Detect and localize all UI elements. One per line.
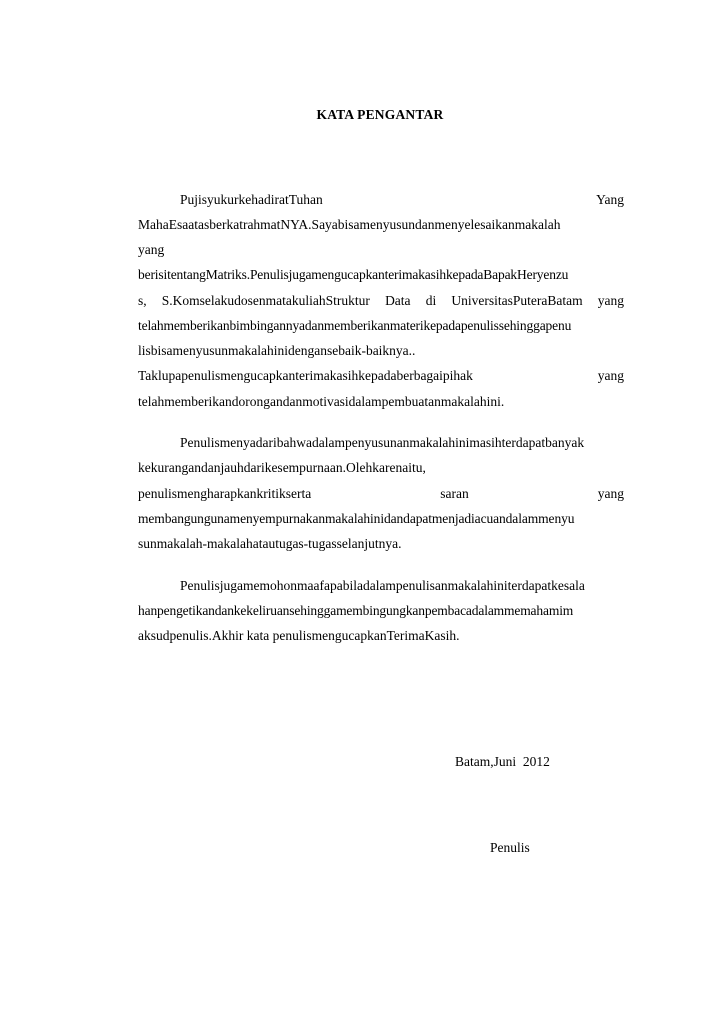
text-segment: s,: [138, 293, 147, 308]
paragraph-1-line-5: [138, 293, 624, 309]
paragraph-3-line-2: hanpengetikandankekeliruansehinggamembingungkanpembacadalammemahamim: [138, 603, 574, 618]
text-segment: Yang: [596, 192, 624, 207]
paragraph-1-line-4: berisitentangMatriks.PenulisjugamengucapkanterimakasihkepadaBapakHeryenzu: [138, 267, 569, 282]
paragraph-1-line-2: MahaEsaatasberkatrahmatNYA.Sayabisamenyusundanmenyelesaikanmakalah: [138, 217, 561, 232]
paragraph-1-line-9: telahmemberikandorongandanmotivasidalampembuatanmakalahini.: [138, 394, 505, 409]
paragraph-2-line-3: [138, 486, 624, 502]
paragraph-1-line-7: lisbisamenyusunmakalahinidengansebaik-baiknya..: [138, 343, 416, 358]
paragraph-1-line-8: [138, 368, 624, 384]
text-segment: PujisyukurkehadiratTuhan: [180, 192, 323, 207]
text-segment: Data: [385, 293, 411, 308]
text-segment: saran: [440, 486, 469, 501]
paragraph-3-line-3: aksudpenulis.Akhir kata penulismengucapkanTerimaKasih.: [138, 628, 460, 643]
page-title: KATA PENGANTAR: [316, 107, 444, 122]
paragraph-1-line-6: telahmemberikanbimbingannyadanmemberikanmaterikepadapenulissehinggapenu: [138, 318, 572, 333]
paragraph-2-line-1: Penulismenyadaribahwadalampenyusunanmakalahinimasihterdapatbanyak: [180, 435, 585, 450]
text-segment: Taklupapenulismengucapkanterimakasihkepadaberbagaipihak: [138, 368, 473, 383]
paragraph-2-line-5: sunmakalah-makalahatautugas-tugasselanjutnya.: [138, 536, 402, 551]
text-segment: di: [425, 293, 437, 308]
paragraph-1-line-1: [180, 192, 624, 208]
signature: Penulis: [490, 840, 530, 855]
text-segment: penulismengharapkankritikserta: [138, 486, 312, 501]
paragraph-1-line-3: yang: [138, 242, 165, 257]
text-segment: UniversitasPuteraBatam: [451, 293, 583, 308]
text-segment: yang: [597, 486, 624, 501]
text-segment: yang: [597, 368, 624, 383]
text-segment: yang: [597, 293, 624, 308]
paragraph-2-line-2: kekurangandanjauhdarikesempurnaan.Olehkarenaitu,: [138, 460, 426, 475]
paragraph-3-line-1: Penulisjugamemohonmaafapabiladalampenulisanmakalahiniterdapatkesala: [180, 578, 585, 593]
paragraph-2-line-4: membangungunamenyempurnakanmakalahinidandapatmenjadiacuandalammenyu: [138, 511, 575, 526]
text-segment: S.KomselakudosenmatakuliahStruktur: [161, 293, 370, 308]
place-date: Batam,Juni 2012: [455, 754, 550, 769]
